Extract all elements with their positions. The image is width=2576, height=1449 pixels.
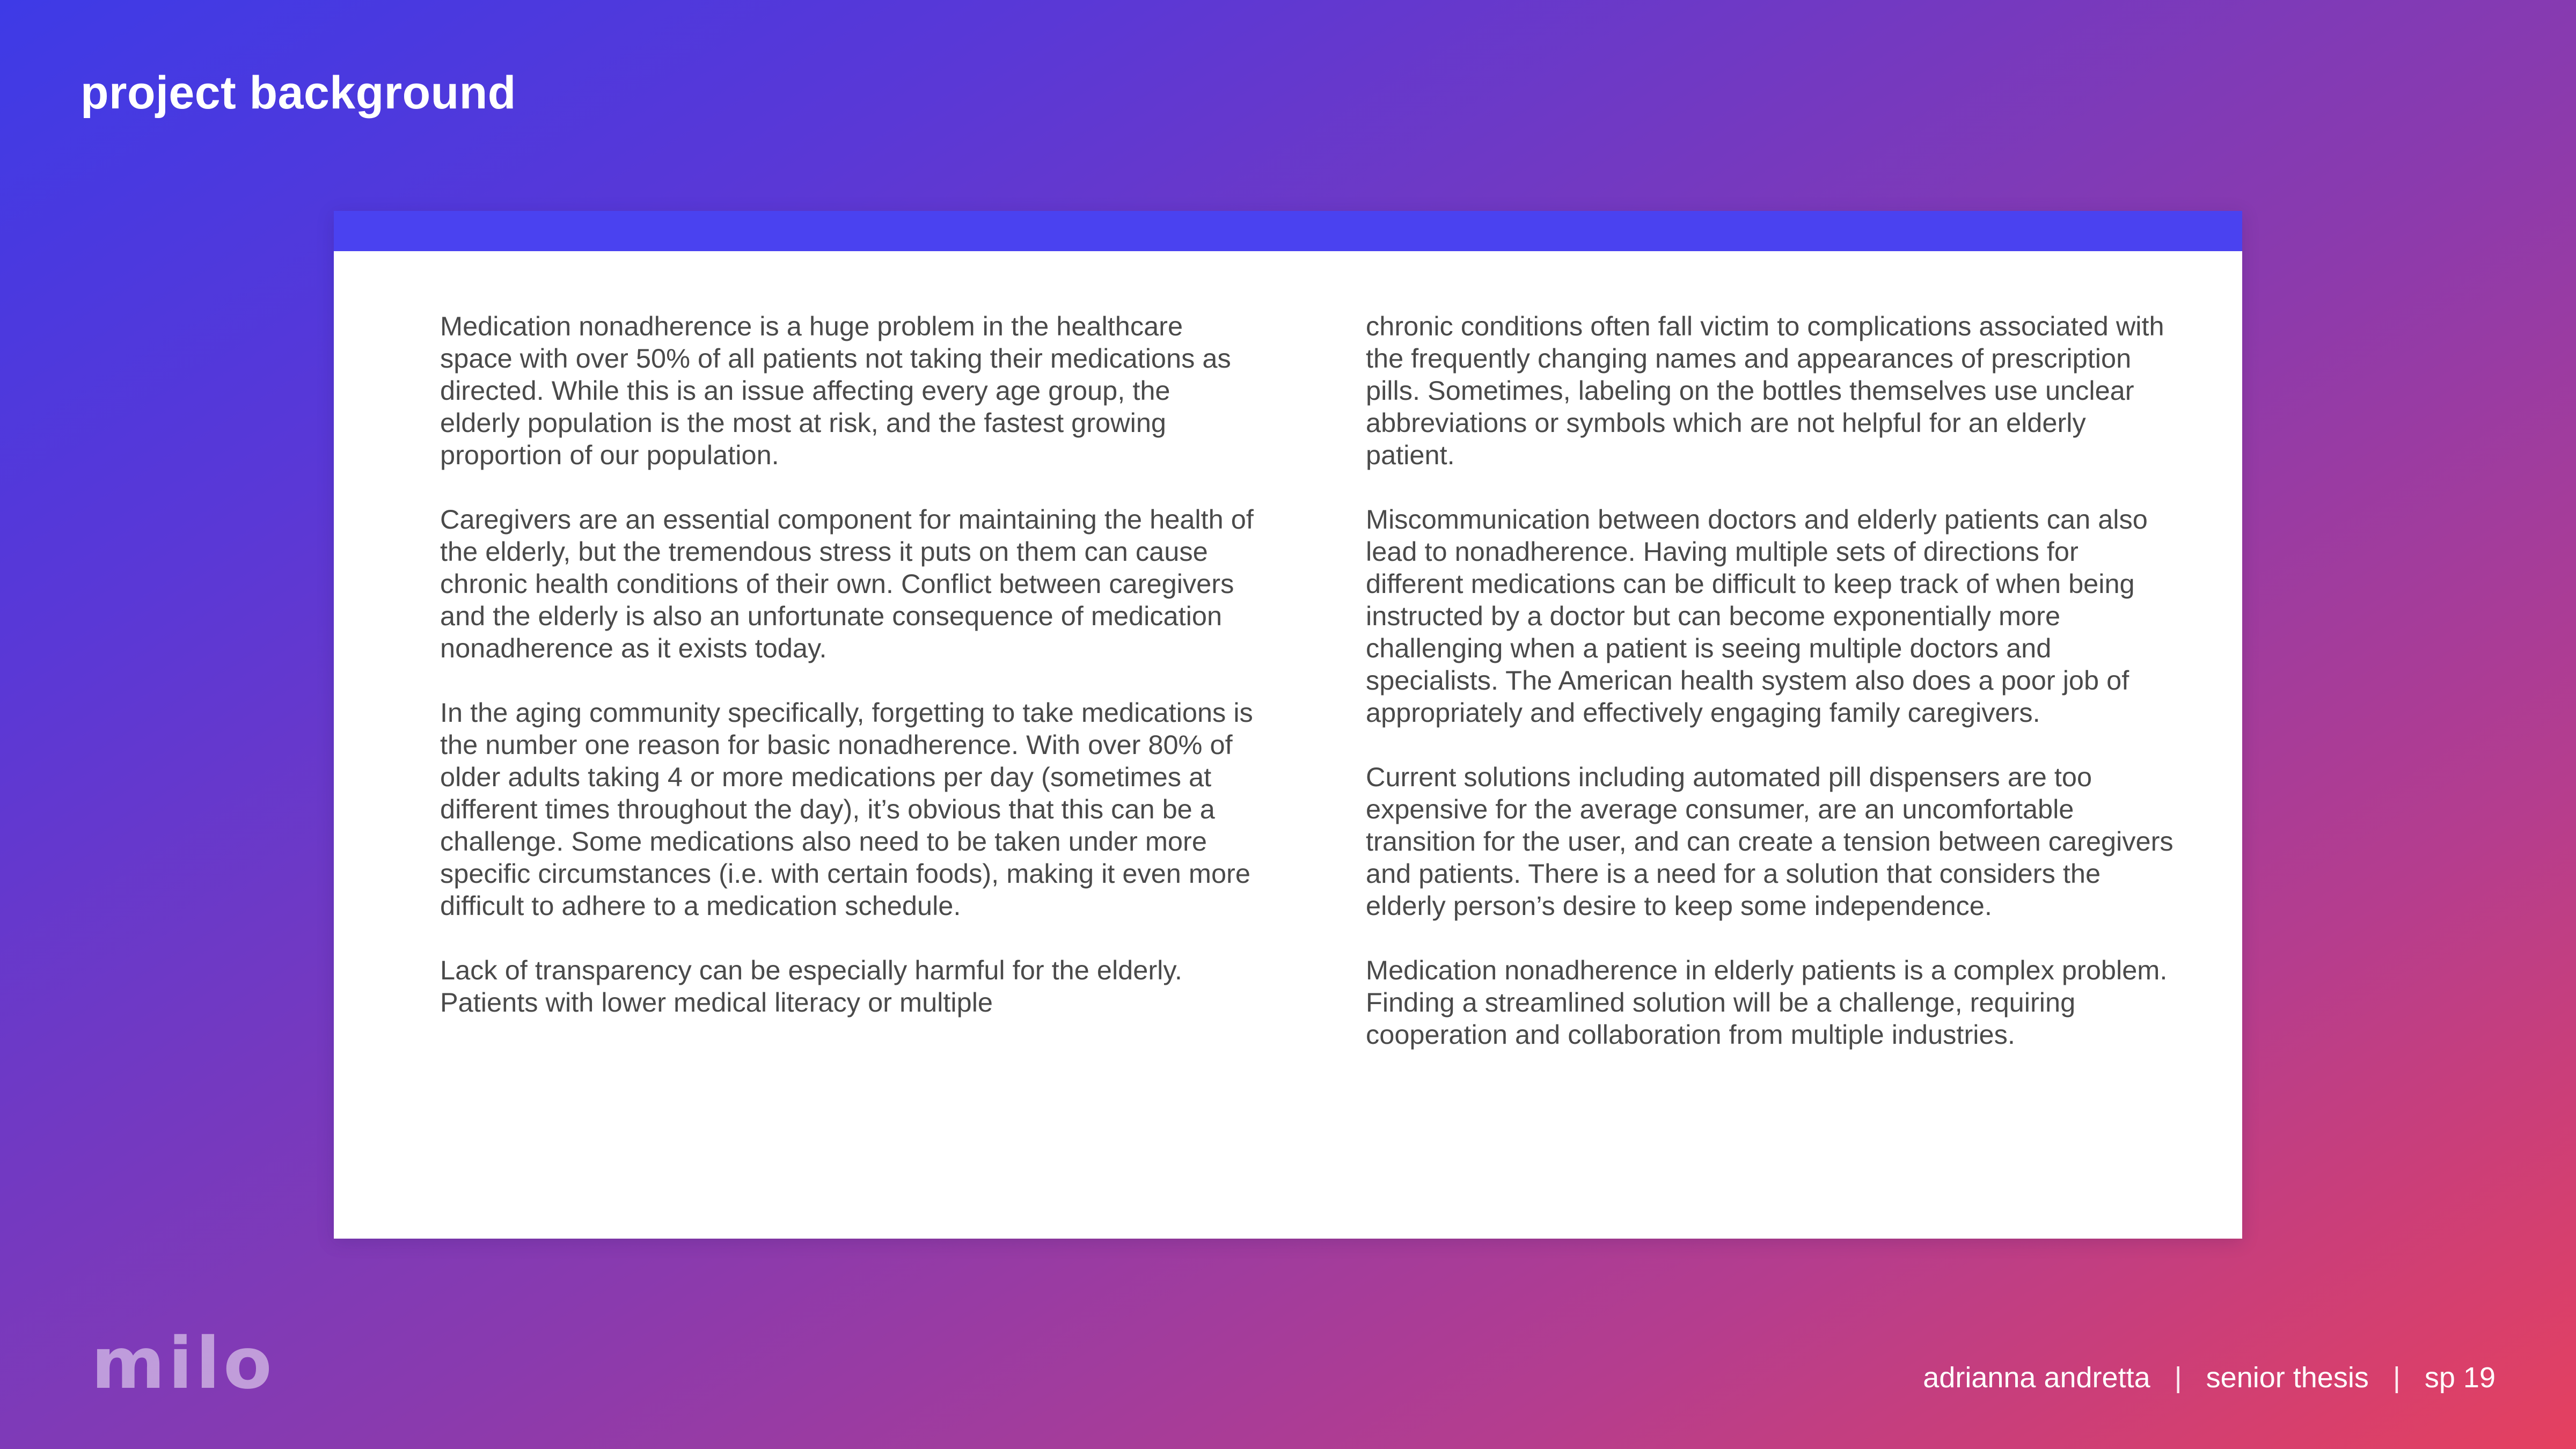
project-name: senior thesis <box>2206 1362 2369 1394</box>
left-column <box>440 310 1256 1051</box>
card-accent-bar <box>334 211 2242 251</box>
footer-credits <box>1923 1363 2496 1392</box>
paragraph: chronic conditions often fall victim to complications associated with the frequently changing names and appearances of prescription pills. Sometimes, labeling on the bottles themselves use unclear abbreviations or symbols which are not helpful for an elderly patient. <box>1366 311 2164 470</box>
right-column <box>1366 310 2182 1051</box>
paragraph: Medication nonadherence is a huge problem in the healthcare space with over 50% of all patients not taking their medications as directed. While this is an issue affecting every age group, the elderly population is the most at risk, and the fastest growing proportion of our population. <box>440 311 1231 470</box>
paragraph: Lack of transparency can be especially harmful for the elderly. Patients with lower medical literacy or multiple <box>440 955 1182 1018</box>
text-columns <box>440 310 2178 1051</box>
footer-separator: | <box>2174 1362 2182 1394</box>
slide-title: project background <box>80 67 516 119</box>
paragraph: Current solutions including automated pill dispensers are too expensive for the average consumer, are an uncomfortable transition for the user, and can create a tension between caregivers and patients. There is a need for a solution that considers the elderly person’s desire to keep some independence. <box>1366 762 2174 921</box>
paragraph: In the aging community specifically, forgetting to take medications is the number one reason for basic nonadherence. With over 80% of older adults taking 4 or more medications per day (sometimes at different times throughout the day), it’s obvious that this can be a challenge. Some medications also need to be taken under more specific circumstances (i.e. with certain foods), making it even more difficult to adhere to a medication schedule. <box>440 697 1253 921</box>
content-card <box>334 211 2242 1239</box>
milo-logo: milo <box>91 1322 275 1405</box>
paragraph: Miscommunication between doctors and elderly patients can also lead to nonadherence. Having multiple sets of directions for different medications can be difficult to keep track of when being instructed by a doctor but can become exponentially more challenging when a patient is seeing multiple doctors and specialists. The American health system also does a poor job of appropriately and effectively engaging family caregivers. <box>1366 504 2148 728</box>
author-name: adrianna andretta <box>1923 1362 2150 1394</box>
paragraph: Caregivers are an essential component for maintaining the health of the elderly, but the tremendous stress it puts on them can cause chronic health conditions of their own. Conflict between caregivers and the elderly is also an unfortunate consequence of medication nonadherence as it exists today. <box>440 504 1254 663</box>
page-label: sp 19 <box>2424 1362 2496 1394</box>
footer-separator: | <box>2392 1362 2401 1394</box>
paragraph: Medication nonadherence in elderly patients is a complex problem. Finding a streamlined solution will be a challenge, requiring cooperation and collaboration from multiple industries. <box>1366 955 2168 1050</box>
